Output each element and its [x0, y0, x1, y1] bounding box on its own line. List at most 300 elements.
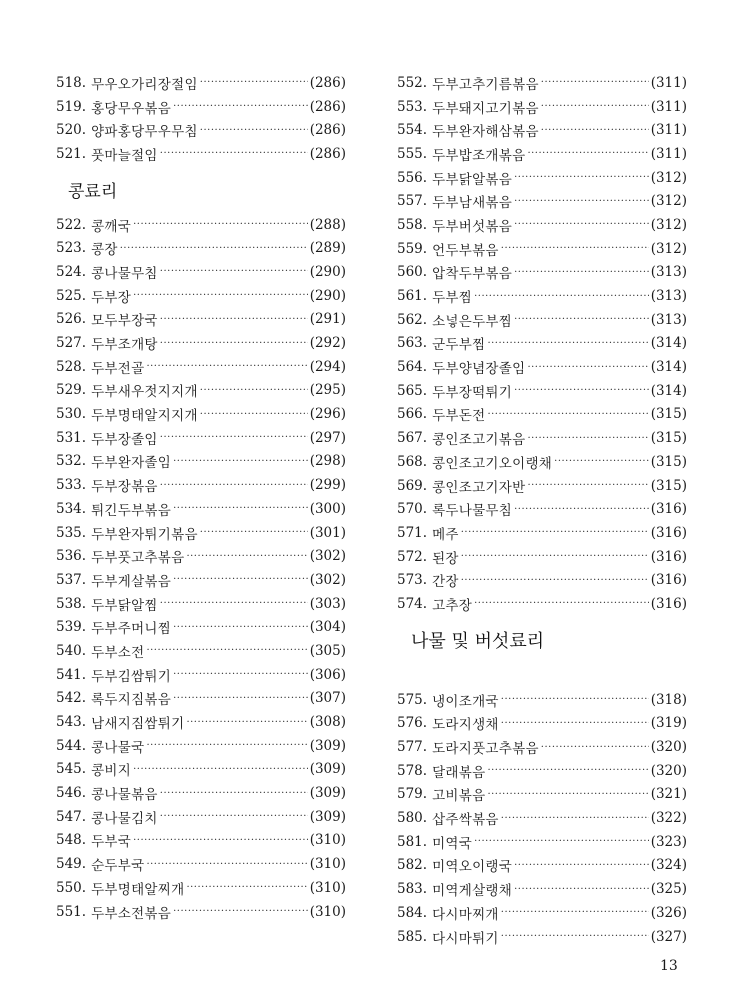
- entry-page: (309): [309, 761, 346, 778]
- entry-title: 콩나물무침: [91, 265, 158, 282]
- entry-number: 561.: [397, 288, 428, 305]
- toc-entry: [56, 236, 346, 260]
- entry-page: (312): [650, 240, 687, 257]
- dot-leader: [160, 266, 308, 277]
- entry-title: 두부조개탕: [91, 337, 158, 354]
- toc-entry: [56, 544, 346, 568]
- toc-entry: [397, 71, 687, 95]
- toc-entry: [397, 545, 687, 569]
- entry-page: (311): [650, 145, 687, 162]
- dot-leader: [501, 718, 649, 729]
- entry-page: (316): [650, 572, 687, 589]
- entry-number: 531.: [56, 429, 87, 446]
- dot-leader: [461, 575, 649, 586]
- entry-title: 달래볶음: [432, 764, 486, 781]
- entry-number: 584.: [397, 904, 428, 921]
- entry-title: 미역국: [432, 835, 473, 852]
- toc-entry: [397, 189, 687, 213]
- dot-leader: [173, 101, 308, 112]
- entry-title: 남새지짐쌈튀기: [91, 716, 185, 733]
- dot-leader: [474, 598, 649, 609]
- entry-title: 두부양념장졸임: [432, 361, 526, 378]
- entry-page: (291): [309, 311, 346, 328]
- entry-page: (286): [309, 98, 346, 115]
- dot-leader: [200, 527, 308, 538]
- entry-page: (305): [309, 642, 346, 659]
- entry-number: 543.: [56, 714, 87, 731]
- dot-leader: [541, 77, 649, 88]
- entry-page: (321): [650, 786, 687, 803]
- entry-number: 569.: [397, 477, 428, 494]
- entry-page: (298): [309, 453, 346, 470]
- entry-title: 냉이조개국: [432, 693, 499, 710]
- dot-leader: [160, 148, 308, 159]
- toc-entry: [397, 521, 687, 545]
- dot-leader: [133, 835, 308, 846]
- entry-number: 544.: [56, 737, 87, 754]
- dot-leader: [173, 456, 308, 467]
- toc-entry: [56, 213, 346, 237]
- entry-page: (315): [650, 477, 687, 494]
- entry-page: (323): [650, 833, 687, 850]
- entry-number: 564.: [397, 359, 428, 376]
- entry-title: 다시마찌개: [432, 906, 499, 923]
- entry-title: 두부닭알볶음: [432, 171, 513, 188]
- entry-title: 두부닭알찜: [91, 597, 158, 614]
- entry-title: 두부돈전: [432, 408, 486, 425]
- entry-page: (316): [650, 548, 687, 565]
- dot-leader: [487, 338, 648, 349]
- toc-entry: [397, 925, 687, 949]
- entry-number: 550.: [56, 879, 87, 896]
- dot-leader: [200, 385, 308, 396]
- entry-title: 콩나물볶음: [91, 787, 158, 804]
- entry-title: 콩인조고기자반: [432, 479, 526, 496]
- entry-title: 두부장볶음: [91, 479, 158, 496]
- entry-number: 524.: [56, 263, 87, 280]
- dot-leader: [146, 645, 307, 656]
- entry-number: 559.: [397, 240, 428, 257]
- entry-number: 572.: [397, 548, 428, 565]
- entry-page: (288): [309, 216, 346, 233]
- entry-page: (322): [650, 810, 687, 827]
- entry-title: 두부버섯볶음: [432, 218, 513, 235]
- entry-title: 두부남새볶음: [432, 195, 513, 212]
- toc-entry: [397, 592, 687, 616]
- dot-leader: [146, 361, 307, 372]
- dot-leader: [160, 338, 308, 349]
- entry-page: (310): [309, 903, 346, 920]
- entry-title: 두부고추기름볶음: [432, 76, 539, 93]
- entry-number: 576.: [397, 715, 428, 732]
- entry-page: (318): [650, 691, 687, 708]
- entry-page: (299): [309, 477, 346, 494]
- toc-list: [397, 71, 687, 616]
- toc-entry: [56, 734, 346, 758]
- entry-number: 526.: [56, 311, 87, 328]
- entry-number: 528.: [56, 358, 87, 375]
- entry-title: 록두나물무침: [432, 503, 513, 520]
- entry-title: 미역게살랭채: [432, 883, 513, 900]
- toc-entry: [397, 237, 687, 261]
- entry-title: 다시마튀기: [432, 930, 499, 947]
- entry-number: 537.: [56, 571, 87, 588]
- dot-leader: [120, 243, 308, 254]
- toc-entry: [56, 663, 346, 687]
- dot-leader: [173, 906, 308, 917]
- toc-entry: [397, 379, 687, 403]
- toc-entry: [56, 568, 346, 592]
- entry-title: 두부장졸임: [91, 431, 158, 448]
- entry-page: (320): [650, 762, 687, 779]
- toc-entry: [56, 308, 346, 332]
- entry-page: (286): [309, 145, 346, 162]
- entry-title: 록두지짐볶음: [91, 692, 172, 709]
- entry-title: 콩나물김치: [91, 810, 158, 827]
- entry-number: 567.: [397, 430, 428, 447]
- entry-page: (312): [650, 216, 687, 233]
- toc-entry: [397, 830, 687, 854]
- entry-page: (310): [309, 832, 346, 849]
- dot-leader: [554, 456, 649, 467]
- entry-page: (325): [650, 881, 687, 898]
- dot-leader: [200, 77, 308, 88]
- dot-leader: [200, 125, 308, 136]
- toc-entry: [56, 497, 346, 521]
- entry-number: 557.: [397, 193, 428, 210]
- entry-number: 538.: [56, 595, 87, 612]
- entry-number: 518.: [56, 74, 87, 91]
- entry-page: (302): [309, 548, 346, 565]
- entry-title: 두부전골: [91, 360, 145, 377]
- dot-leader: [514, 219, 649, 230]
- dot-leader: [173, 574, 308, 585]
- entry-page: (311): [650, 74, 687, 91]
- entry-page: (306): [309, 666, 346, 683]
- toc-entry: [56, 758, 346, 782]
- entry-number: 554.: [397, 122, 428, 139]
- toc-entry: [56, 852, 346, 876]
- toc-entry: [397, 450, 687, 474]
- entry-number: 540.: [56, 642, 87, 659]
- entry-title: 고비볶음: [432, 788, 486, 805]
- dot-leader: [514, 267, 649, 278]
- entry-page: (290): [309, 263, 346, 280]
- dot-leader: [514, 196, 649, 207]
- dot-leader: [541, 125, 649, 136]
- toc-entry: [397, 426, 687, 450]
- toc-entry: [56, 592, 346, 616]
- entry-page: (294): [309, 358, 346, 375]
- dot-leader: [514, 860, 649, 871]
- toc-entry: [56, 521, 346, 545]
- dot-leader: [514, 504, 649, 515]
- dot-leader: [501, 694, 649, 705]
- dot-leader: [160, 598, 308, 609]
- entry-number: 578.: [397, 762, 428, 779]
- entry-page: (314): [650, 359, 687, 376]
- entry-number: 527.: [56, 335, 87, 352]
- toc-entry: [397, 332, 687, 356]
- toc-entry: [56, 615, 346, 639]
- dot-leader: [186, 717, 307, 728]
- entry-page: (320): [650, 739, 687, 756]
- toc-entry: [397, 284, 687, 308]
- toc-left-column: [56, 71, 346, 923]
- dot-leader: [133, 290, 308, 301]
- entry-title: 군두부찜: [432, 337, 486, 354]
- entry-title: 두부장떡튀기: [432, 384, 513, 401]
- entry-title: 두부풋고추볶음: [91, 550, 185, 567]
- entry-number: 556.: [397, 169, 428, 186]
- toc-entry: [397, 261, 687, 285]
- dot-leader: [186, 551, 307, 562]
- entry-number: 583.: [397, 881, 428, 898]
- entry-number: 542.: [56, 690, 87, 707]
- page-number: 13: [660, 958, 678, 974]
- entry-title: 두부찜: [432, 290, 473, 307]
- entry-number: 568.: [397, 453, 428, 470]
- dot-leader: [527, 362, 648, 373]
- dot-leader: [487, 409, 648, 420]
- entry-number: 519.: [56, 98, 87, 115]
- section-heading-greens-mushroom: 나물 및 버섯료리: [411, 630, 545, 652]
- dot-leader: [541, 101, 649, 112]
- entry-number: 573.: [397, 572, 428, 589]
- dot-leader: [501, 243, 649, 254]
- entry-number: 539.: [56, 619, 87, 636]
- entry-number: 560.: [397, 264, 428, 281]
- entry-page: (292): [309, 335, 346, 352]
- entry-page: (309): [309, 808, 346, 825]
- dot-leader: [133, 764, 308, 775]
- dot-leader: [173, 693, 308, 704]
- entry-title: 콩깨국: [91, 218, 132, 235]
- entry-number: 545.: [56, 761, 87, 778]
- toc-entry: [397, 568, 687, 592]
- toc-entry: [397, 142, 687, 166]
- toc-entry: [56, 95, 346, 119]
- toc-entry: [397, 712, 687, 736]
- entry-number: 525.: [56, 287, 87, 304]
- dot-leader: [173, 669, 308, 680]
- entry-title: 튀긴두부볶음: [91, 502, 172, 519]
- entry-number: 580.: [397, 810, 428, 827]
- entry-number: 566.: [397, 406, 428, 423]
- dot-leader: [501, 813, 649, 824]
- toc-entry: [397, 308, 687, 332]
- toc-entry: [397, 735, 687, 759]
- toc-entry: [397, 355, 687, 379]
- entry-page: (316): [650, 501, 687, 518]
- toc-entry: [397, 759, 687, 783]
- entry-page: (316): [650, 524, 687, 541]
- entry-number: 555.: [397, 145, 428, 162]
- toc-entry: [56, 426, 346, 450]
- toc-entry: [56, 829, 346, 853]
- entry-number: 585.: [397, 928, 428, 945]
- toc-entry: [56, 355, 346, 379]
- entry-number: 581.: [397, 833, 428, 850]
- entry-title: 도라지풋고추볶음: [432, 741, 539, 758]
- toc-entry: [397, 854, 687, 878]
- entry-title: 미역오이랭국: [432, 859, 513, 876]
- dot-leader: [200, 409, 308, 420]
- entry-title: 콩인조고기볶음: [432, 432, 526, 449]
- entry-page: (300): [309, 500, 346, 517]
- entry-number: 533.: [56, 477, 87, 494]
- entry-number: 548.: [56, 832, 87, 849]
- entry-number: 529.: [56, 382, 87, 399]
- entry-number: 546.: [56, 785, 87, 802]
- entry-number: 522.: [56, 216, 87, 233]
- entry-page: (307): [309, 690, 346, 707]
- entry-page: (297): [309, 429, 346, 446]
- toc-entry: [56, 876, 346, 900]
- entry-title: 무우오가리장절임: [91, 76, 198, 93]
- dot-leader: [527, 433, 648, 444]
- dot-leader: [160, 788, 308, 799]
- dot-leader: [527, 148, 648, 159]
- entry-title: 순두부국: [91, 858, 145, 875]
- entry-title: 두부명태알지지개: [91, 408, 198, 425]
- entry-page: (309): [309, 737, 346, 754]
- entry-title: 두부주머니찜: [91, 621, 172, 638]
- entry-title: 콩장: [91, 242, 118, 259]
- toc-entry: [397, 497, 687, 521]
- entry-page: (304): [309, 619, 346, 636]
- toc-entry: [56, 260, 346, 284]
- toc-entry: [56, 450, 346, 474]
- toc-entry: [56, 402, 346, 426]
- entry-title: 두부밥조개볶음: [432, 147, 526, 164]
- entry-page: (315): [650, 453, 687, 470]
- entry-number: 574.: [397, 595, 428, 612]
- entry-page: (308): [309, 714, 346, 731]
- entry-page: (312): [650, 169, 687, 186]
- toc-entry: [397, 166, 687, 190]
- entry-number: 563.: [397, 335, 428, 352]
- entry-page: (313): [650, 288, 687, 305]
- entry-page: (324): [650, 857, 687, 874]
- toc-entry: [56, 687, 346, 711]
- entry-title: 두부소전: [91, 644, 145, 661]
- entry-title: 콩나물국: [91, 739, 145, 756]
- entry-number: 534.: [56, 500, 87, 517]
- entry-title: 두부명태알찌개: [91, 881, 185, 898]
- entry-page: (302): [309, 571, 346, 588]
- dot-leader: [186, 882, 307, 893]
- entry-number: 523.: [56, 240, 87, 257]
- dot-leader: [541, 742, 649, 753]
- entry-page: (290): [309, 287, 346, 304]
- entry-page: (314): [650, 335, 687, 352]
- entry-number: 553.: [397, 98, 428, 115]
- dot-leader: [146, 740, 307, 751]
- dot-leader: [474, 836, 649, 847]
- dot-leader: [501, 931, 649, 942]
- entry-number: 577.: [397, 739, 428, 756]
- dot-leader: [160, 432, 308, 443]
- dot-leader: [514, 314, 649, 325]
- entry-page: (286): [309, 74, 346, 91]
- entry-number: 570.: [397, 501, 428, 518]
- dot-leader: [487, 765, 648, 776]
- entry-number: 582.: [397, 857, 428, 874]
- entry-number: 571.: [397, 524, 428, 541]
- toc-list: [56, 213, 346, 924]
- toc-entry: [397, 213, 687, 237]
- entry-number: 541.: [56, 666, 87, 683]
- entry-number: 530.: [56, 406, 87, 423]
- toc-entry: [397, 877, 687, 901]
- toc-entry: [56, 379, 346, 403]
- entry-title: 두부국: [91, 834, 132, 851]
- entry-number: 551.: [56, 903, 87, 920]
- entry-title: 홍당무우볶음: [91, 100, 172, 117]
- entry-page: (316): [650, 595, 687, 612]
- entry-title: 된장: [432, 550, 459, 567]
- toc-entry: [397, 403, 687, 427]
- entry-number: 536.: [56, 548, 87, 565]
- entry-title: 두부게살볶음: [91, 573, 172, 590]
- dot-leader: [514, 172, 649, 183]
- toc-list: [56, 71, 346, 166]
- toc-entry: [397, 806, 687, 830]
- toc-entry: [397, 783, 687, 807]
- toc-entry: [56, 284, 346, 308]
- toc-entry: [56, 331, 346, 355]
- toc-entry: [56, 639, 346, 663]
- toc-entry: [397, 118, 687, 142]
- entry-title: 압착두부볶음: [432, 266, 513, 283]
- entry-title: 모두부장국: [91, 313, 158, 330]
- dot-leader: [461, 527, 649, 538]
- heading-spacer: [397, 664, 687, 688]
- toc-entry: [397, 901, 687, 925]
- entry-page: (326): [650, 904, 687, 921]
- dot-leader: [146, 859, 307, 870]
- entry-page: (303): [309, 595, 346, 612]
- entry-number: 532.: [56, 453, 87, 470]
- dot-leader: [501, 907, 649, 918]
- toc-entry: [56, 805, 346, 829]
- section-heading-bean: 콩료리: [68, 181, 118, 202]
- entry-page: (295): [309, 382, 346, 399]
- entry-page: (327): [650, 928, 687, 945]
- dot-leader: [514, 884, 649, 895]
- entry-title: 콩인조고기오이랭채: [432, 455, 553, 472]
- entry-page: (311): [650, 98, 687, 115]
- entry-page: (310): [309, 856, 346, 873]
- entry-title: 소넣은두부찜: [432, 313, 513, 330]
- entry-title: 삽주싹볶음: [432, 812, 499, 829]
- entry-title: 두부김쌈튀기: [91, 668, 172, 685]
- entry-title: 두부장: [91, 289, 132, 306]
- entry-page: (310): [309, 879, 346, 896]
- dot-leader: [487, 789, 648, 800]
- entry-title: 양파홍당무우무침: [91, 124, 198, 141]
- entry-page: (313): [650, 311, 687, 328]
- entry-number: 520.: [56, 122, 87, 139]
- entry-number: 547.: [56, 808, 87, 825]
- dot-leader: [133, 219, 308, 230]
- entry-title: 풋마늘절임: [91, 147, 158, 164]
- dot-leader: [160, 480, 308, 491]
- entry-title: 두부소전볶음: [91, 905, 172, 922]
- entry-page: (289): [309, 240, 346, 257]
- entry-page: (286): [309, 122, 346, 139]
